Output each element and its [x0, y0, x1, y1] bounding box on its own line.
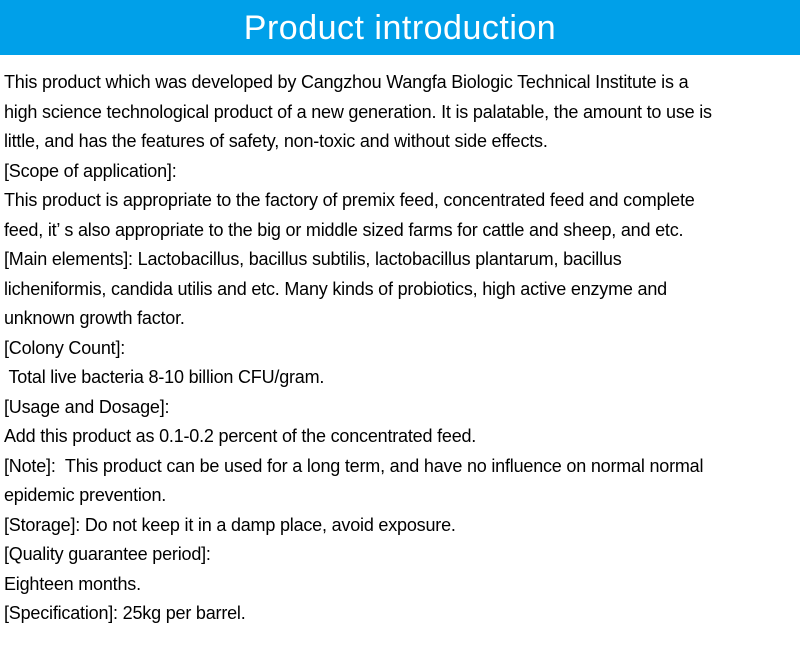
text-line: Total live bacteria 8-10 billion CFU/gram.: [4, 367, 325, 387]
text-line: [Storage]: Do not keep it in a damp place, avoid exposure.: [4, 514, 456, 535]
text-line: little, and has the features of safety, non-toxic and without side effects.: [4, 131, 548, 151]
text-line: epidemic prevention.: [4, 485, 167, 505]
text-line: [Colony Count]:: [4, 337, 126, 358]
text-line: This product is appropriate to the factory of premix feed, concentrated feed and complete: [4, 190, 695, 210]
text-line: feed, it’ s also appropriate to the big or middle sized farms for cattle and sheep, and etc.: [4, 219, 684, 240]
text-line: [Usage and Dosage]:: [4, 396, 170, 417]
text-line: This product which was developed by Cangzhou Wangfa Biologic Technical Institute is a: [4, 72, 689, 92]
text-line: [Scope of application]:: [4, 160, 177, 181]
text-line: Eighteen months.: [4, 573, 141, 594]
text-line: Add this product as 0.1-0.2 percent of the concentrated feed.: [4, 426, 477, 446]
text-line: unknown growth factor.: [4, 308, 185, 328]
page-title: Product introduction: [243, 8, 557, 47]
text-line: [Note]: This product can be used for a long term, and have no influence on normal normal: [4, 455, 704, 476]
product-description: [0, 55, 800, 629]
text-line: [Specification]: 25kg per barrel.: [4, 603, 246, 623]
header-banner: [0, 0, 800, 55]
text-line: high science technological product of a new generation. It is palatable, the amount to use is: [4, 101, 712, 122]
text-line: [Main elements]: Lactobacillus, bacillus subtilis, lactobacillus plantarum, bacillus: [4, 249, 622, 269]
text-line: [Quality guarantee period]:: [4, 544, 211, 564]
text-line: licheniformis, candida utilis and etc. Many kinds of probiotics, high active enzyme and: [4, 278, 667, 299]
